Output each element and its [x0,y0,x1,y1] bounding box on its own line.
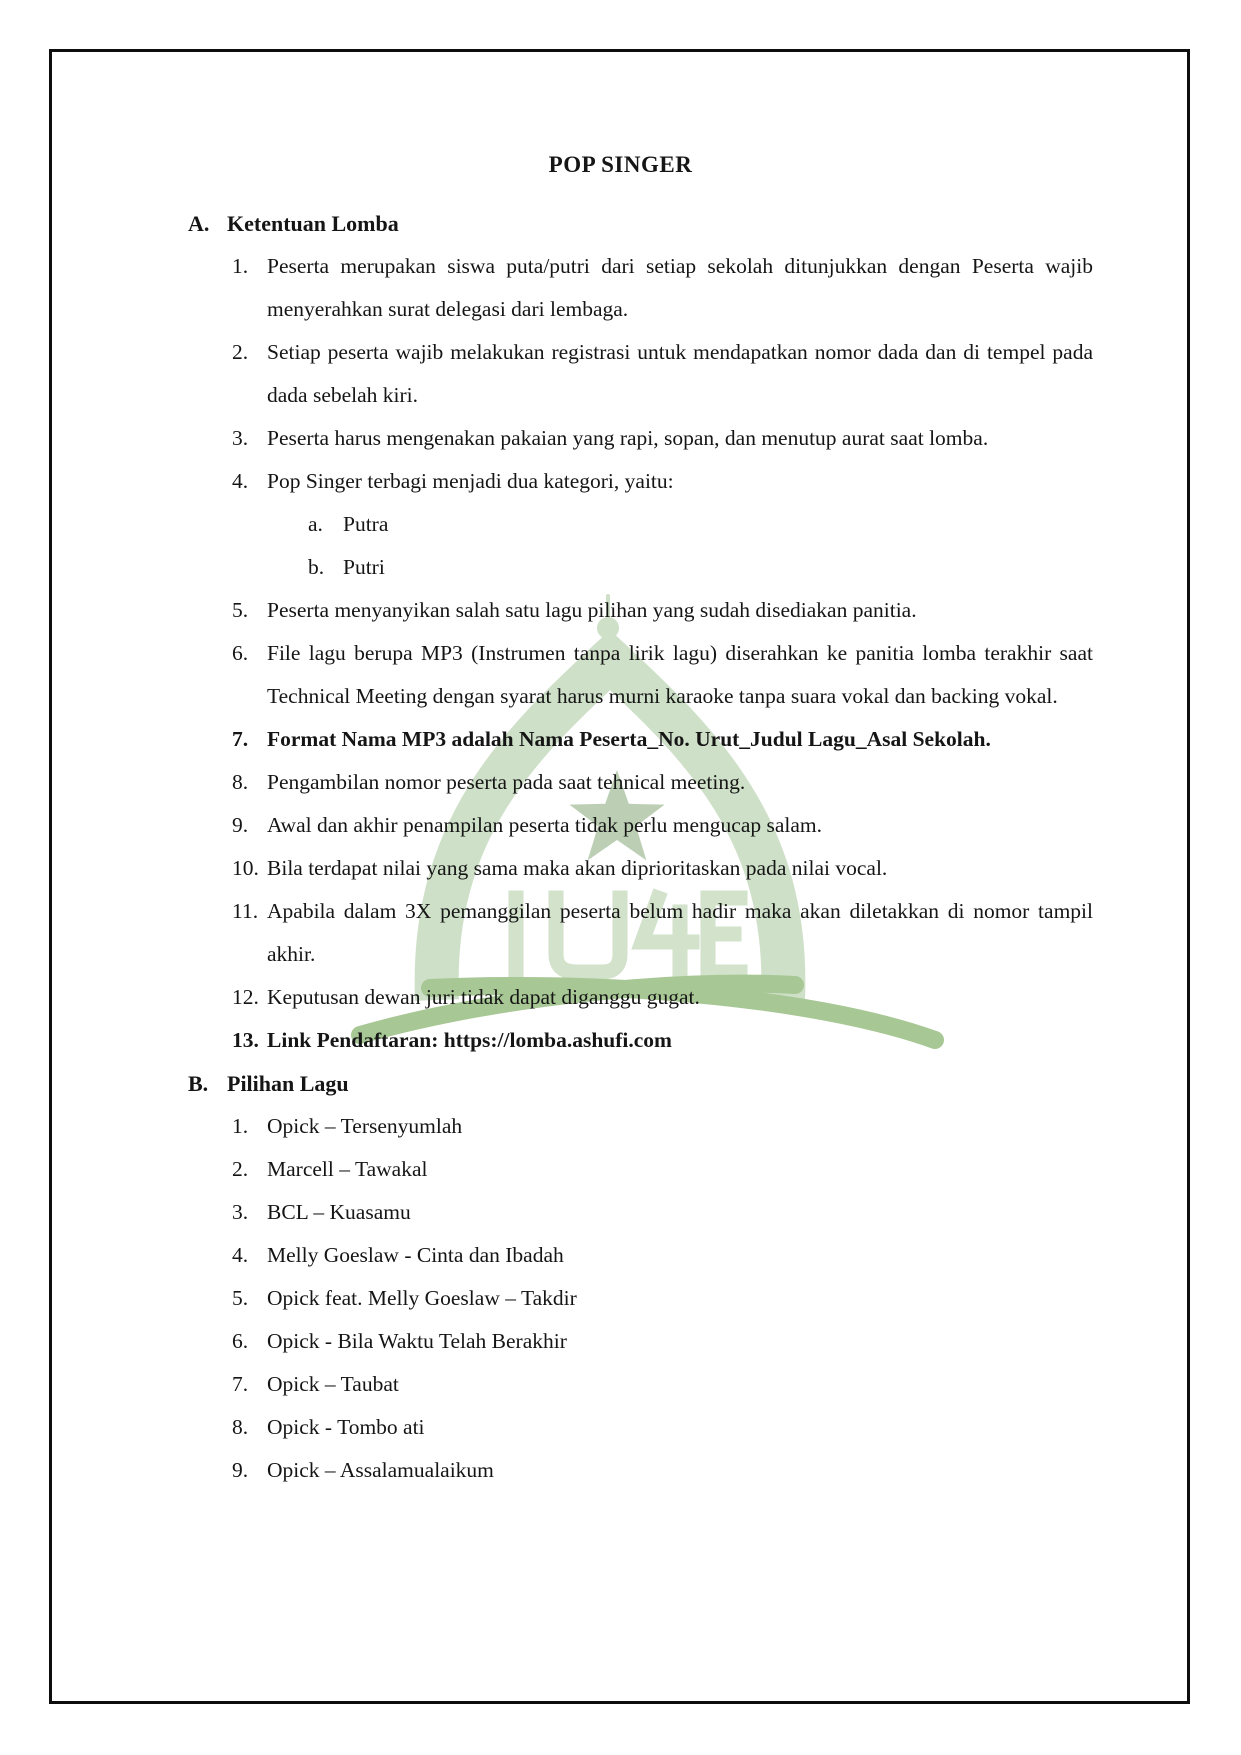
sub-list-item [188,503,1093,546]
list-item-number: 1. [232,254,249,278]
list-item-text: Opick – Taubat [267,1372,399,1396]
list-item [188,976,1093,1019]
list-item-text: Opick feat. Melly Goeslaw – Takdir [267,1286,577,1310]
list-item [188,1105,1093,1148]
sub-list-item-letter: a. [308,512,323,536]
list-item-text: Peserta harus mengenakan pakaian yang rapi, sopan, dan menutup aurat saat lomba. [267,426,989,450]
list-item [188,632,1093,718]
list-item [188,761,1093,804]
list-item-text: Opick - Tombo ati [267,1415,425,1439]
list-item-text: File lagu berupa MP3 (Instrumen tanpa lirik lagu) diserahkan ke panitia lomba terakhir saat Technical Meeting dengan syarat harus murni karaoke tanpa suara vokal dan backing vokal. [267,641,1093,708]
list-item [188,890,1093,976]
list-item-text: BCL – Kuasamu [267,1200,411,1224]
section-heading-text: Ketentuan Lomba [227,211,399,236]
list-item [188,1019,1093,1062]
list-item [188,1320,1093,1363]
list-item-text: Opick – Tersenyumlah [267,1114,463,1138]
document-content [188,143,1093,1492]
section-a [188,202,1093,1062]
list-item-number: 8. [232,770,249,794]
section-heading-text: Pilihan Lagu [227,1071,349,1096]
list-item-number: 10. [232,856,259,880]
list-item [188,460,1093,503]
list-item-text: Pop Singer terbagi menjadi dua kategori, yaitu: [267,469,674,493]
list-item-number: 4. [232,1243,249,1267]
sub-list-item-text: Putra [343,512,389,536]
list-item-number: 9. [232,813,249,837]
list-item-text: Awal dan akhir penampilan peserta tidak perlu mengucap salam. [267,813,823,837]
page-title: POP SINGER [548,152,693,177]
list-item-text: Opick - Bila Waktu Telah Berakhir [267,1329,567,1353]
sections-container [188,202,1093,1492]
list-item [188,245,1093,331]
sub-list-item [188,546,1093,589]
list-item-number: 3. [232,1200,249,1224]
list-item [188,1234,1093,1277]
list-item-text: Pengambilan nomor peserta pada saat tehnical meeting. [267,770,746,794]
list-item-text: Bila terdapat nilai yang sama maka akan diprioritaskan pada nilai vocal. [267,856,888,880]
list-item [188,331,1093,417]
list-item-number: 4. [232,469,249,493]
list-item [188,847,1093,890]
list-item-number: 6. [232,1329,249,1353]
list-item-number: 1. [232,1114,249,1138]
list-item-text: Melly Goeslaw - Cinta dan Ibadah [267,1243,564,1267]
list-item [188,1191,1093,1234]
list-item-text: Format Nama MP3 adalah Nama Peserta_No. Urut_Judul Lagu_Asal Sekolah. [267,727,991,751]
list-item [188,589,1093,632]
list-item-number: 13. [232,1028,259,1052]
list-item-text: Opick – Assalamualaikum [267,1458,494,1482]
list-item-number: 5. [232,1286,249,1310]
list-item [188,1449,1093,1492]
section-label: A. [188,211,210,236]
list-item [188,1363,1093,1406]
list-item-text: Peserta merupakan siswa puta/putri dari setiap sekolah ditunjukkan dengan Peserta wajib menyerahkan surat delegasi dari lembaga. [267,254,1093,321]
section-label: B. [188,1071,209,1096]
list-item-text: Link Pendaftaran: https://lomba.ashufi.com [267,1028,672,1052]
list-item [188,1406,1093,1449]
list-item [188,417,1093,460]
list-item-number: 3. [232,426,249,450]
section-heading [188,1062,1093,1105]
list-item [188,804,1093,847]
section-heading [188,202,1093,245]
list-item-number: 5. [232,598,249,622]
list-item-number: 2. [232,340,249,364]
list-item-number: 11. [232,899,259,923]
list-item-number: 9. [232,1458,249,1482]
list-item-text: Peserta menyanyikan salah satu lagu pilihan yang sudah disediakan panitia. [267,598,917,622]
section-b [188,1062,1093,1492]
list-item-number: 2. [232,1157,249,1181]
list-item-text: Keputusan dewan juri tidak dapat diganggu gugat. [267,985,700,1009]
list-item [188,1277,1093,1320]
list-item-number: 7. [232,1372,249,1396]
sub-list-item-text: Putri [343,555,385,579]
list-item [188,718,1093,761]
list-item-number: 6. [232,641,249,665]
list-item-text: Apabila dalam 3X pemanggilan peserta belum hadir maka akan diletakkan di nomor tampil akhir. [267,899,1093,966]
list-item-text: Marcell – Tawakal [267,1157,428,1181]
list-item-number: 7. [232,727,249,751]
list-item [188,1148,1093,1191]
sub-list-item-letter: b. [308,555,325,579]
list-item-text: Setiap peserta wajib melakukan registrasi untuk mendapatkan nomor dada dan di tempel pada dada sebelah kiri. [267,340,1093,407]
list-item-number: 12. [232,985,259,1009]
list-item-number: 8. [232,1415,249,1439]
